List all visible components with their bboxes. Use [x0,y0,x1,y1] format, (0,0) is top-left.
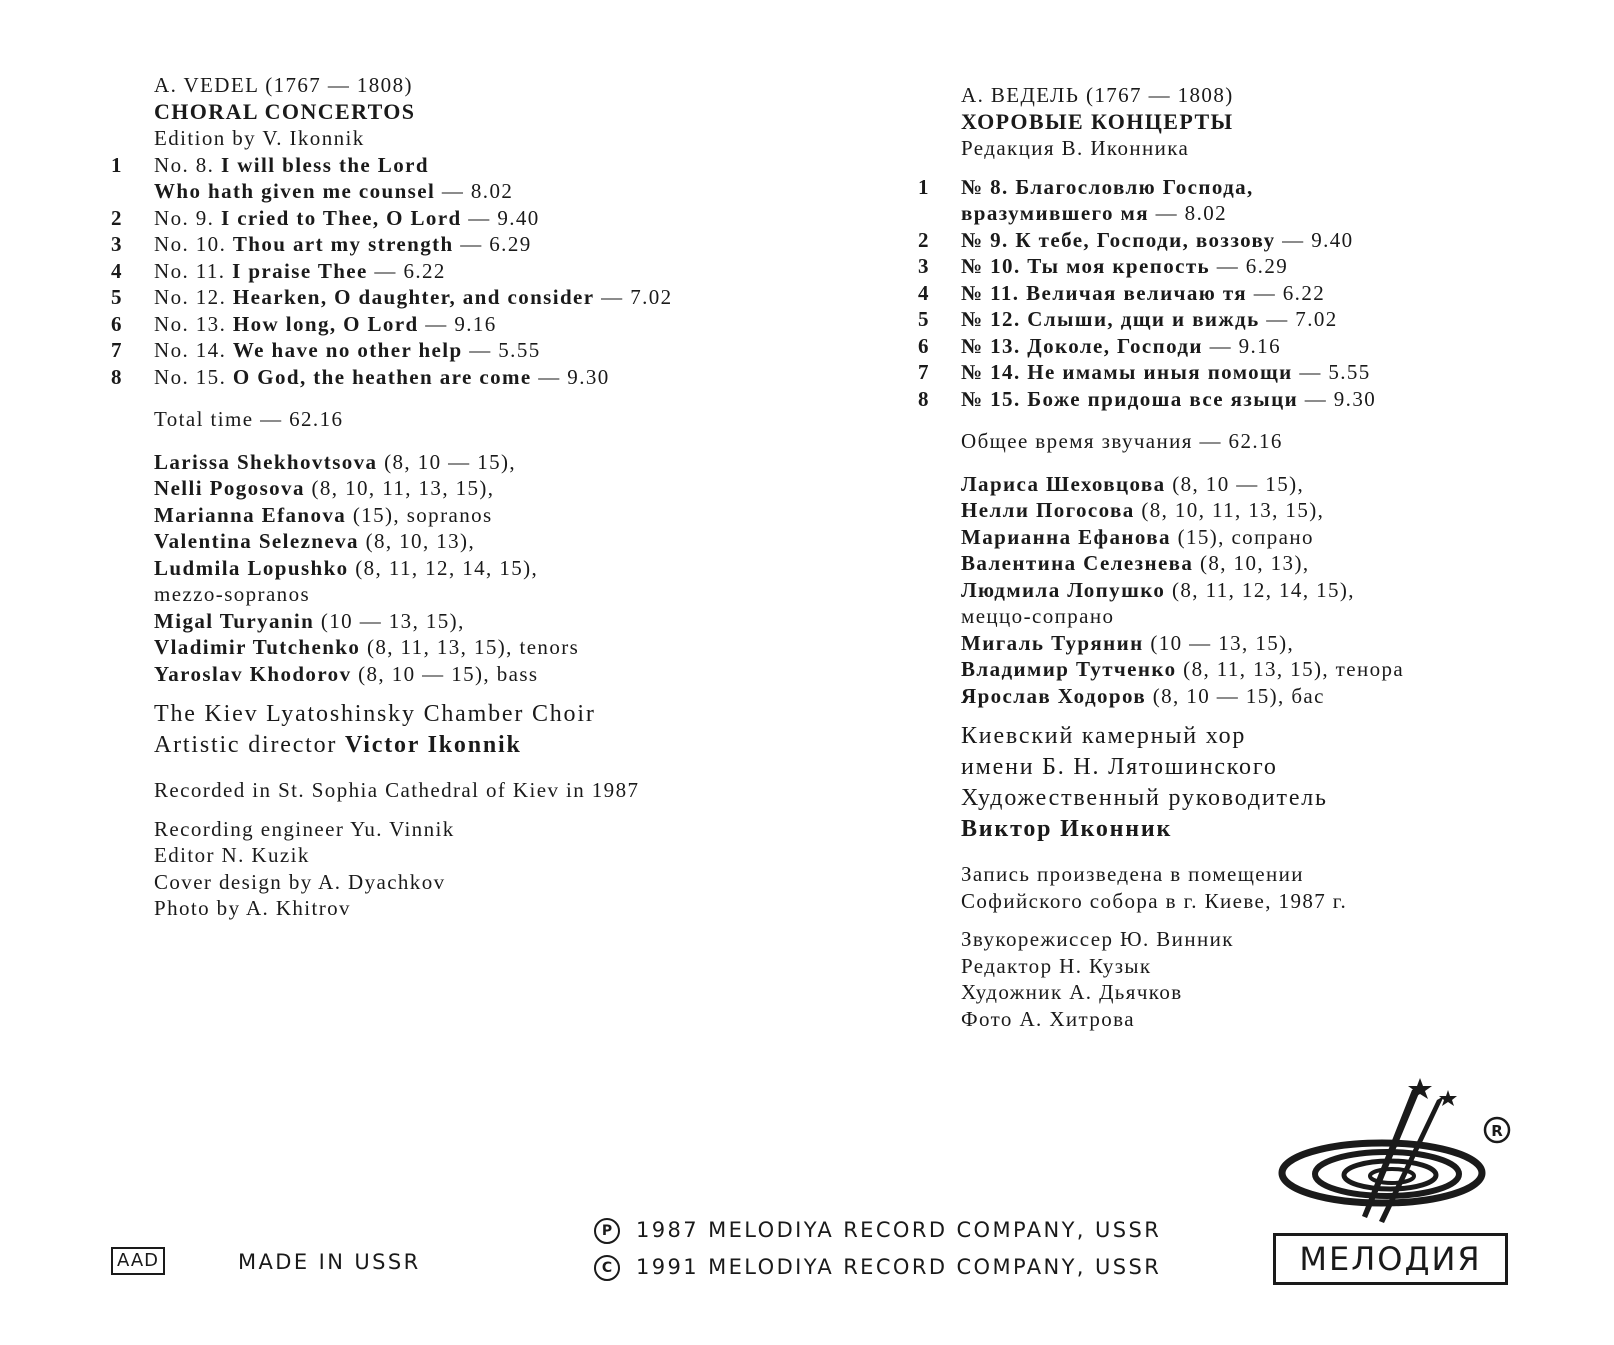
track-4-ru: 4 № 11. Величая величаю тя — 6.22 [918,280,1326,305]
copyright-icon: C [594,1255,620,1281]
performer-line: Marianna Efanova (15), sopranos [154,502,493,527]
track-title: I will bless the Lord [220,152,429,177]
track-2: 2 No. 9. I cried to Thee, O Lord — 9.40 [111,205,540,230]
credit-line-ru: Художник А. Дьячков [961,980,1183,1004]
track-7-ru: 7 № 14. Не имамы иныя помощи — 5.55 [918,360,1371,384]
choir-name-ru: Киевский камерный хор [961,723,1247,749]
track-5-ru: 5 № 12. Слыши, дщи и виждь — 7.02 [918,307,1338,331]
composer-years: (1767 — 1808) [265,73,413,97]
credit-line-ru: Звукорежиссер Ю. Винник [961,927,1234,951]
track-2-ru: 2 № 9. К тебе, Господи, воззову — 9.40 [918,227,1354,252]
track-8: 8 No. 15. O God, the heathen are come — 9.30 [111,364,610,389]
performer-line-ru: Мигаль Турянин (10 — 13, 15), [961,630,1295,655]
performer-line-ru: Лариса Шеховцова (8, 10 — 15), [961,471,1305,496]
performer-line: mezzo-sopranos [154,582,311,606]
copyright-line: C 1991 MELODIYA RECORD COMPANY, USSR [594,1255,1161,1281]
composer-years-ru: (1767 — 1808) [1085,83,1234,107]
total-time-ru: Общее время звучания — 62.16 [961,429,1283,453]
track-8-ru: 8 № 15. Боже придоша все языци — 9.30 [918,386,1377,411]
phonogram-icon: P [594,1218,620,1244]
recorded-line-ru: Софийского собора в г. Киеве, 1987 г. [961,888,1348,913]
record-swirl-icon [1272,1078,1512,1228]
performer-line: Larissa Shekhovtsova (8, 10 — 15), [154,449,517,474]
track-4: 4 No. 11. I praise Thee — 6.22 [111,258,446,283]
performer-line-ru: Марианна Ефанова (15), сопрано [961,524,1314,549]
track-title-continued: Who hath given me counsel [154,179,436,203]
edition-line: Edition by V. Ikonnik [154,126,365,150]
track-time: — 8.02 [441,179,514,203]
album-title: CHORAL CONCERTOS [154,98,416,124]
credit-line: Recording engineer Yu. Vinnik [154,816,455,841]
made-in-ussr: MADE IN USSR [238,1250,421,1274]
performer-line: Vladimir Tutchenko (8, 11, 13, 15), tenors [154,635,580,659]
performer-line: Valentina Selezneva (8, 10, 13), [154,529,476,553]
performer-line: Yaroslav Khodorov (8, 10 — 15), bass [154,661,539,686]
composer-line-ru [918,82,1598,109]
album-title-ru: ХОРОВЫЕ КОНЦЕРТЫ [961,108,1234,134]
credit-line-ru: Редактор Н. Кузык [961,953,1152,978]
director-line: Artistic director Victor Ikonnik [154,732,522,758]
melodiya-wordmark: МЕЛОДИЯ [1273,1233,1508,1285]
director-label-ru: Художественный руководитель [961,785,1328,811]
track-6-ru: 6 № 13. Доколе, Господи — 9.16 [918,333,1281,358]
total-time: Total time — 62.16 [154,407,344,431]
recorded-line: Recorded in St. Sophia Cathedral of Kiev in 1987 [154,778,640,802]
performer-line-ru: Нелли Погосова (8, 10, 11, 13, 15), [961,498,1325,522]
track-number: 1 [111,152,123,177]
track-5: 5 No. 12. Hearken, O daughter, and consider — 7.02 [111,285,673,309]
performer-line-ru: Людмила Лопушко (8, 11, 12, 14, 15), [961,577,1355,602]
composer-name-ru: А. ВЕДЕЛЬ [961,83,1080,107]
credit-line: Photo by A. Khitrov [154,896,351,920]
credit-line-ru: Фото А. Хитрова [961,1006,1135,1031]
aad-badge: AAD [111,1247,165,1275]
english-column [111,72,811,922]
director-name: Victor Ikonnik [345,732,522,758]
track-3: 3 No. 10. Thou art my strength — 6.29 [111,232,532,256]
performer-line-ru: Ярослав Ходоров (8, 10 — 15), бас [961,683,1325,708]
edition-line-ru: Редакция В. Иконника [961,136,1190,160]
performer-line: Migal Turyanin (10 — 13, 15), [154,608,465,633]
svg-text:R: R [1491,1122,1503,1140]
phonogram-line: P 1987 MELODIYA RECORD COMPANY, USSR [594,1218,1161,1244]
track-3-ru: 3 № 10. Ты моя крепость — 6.29 [918,254,1289,278]
director-name-ru: Виктор Иконник [961,816,1173,842]
choir-name-ru: имени Б. Н. Лятошинского [961,754,1278,780]
performer-line-ru: Валентина Селезнева (8, 10, 13), [961,551,1310,575]
composer-name: A. VEDEL [154,73,259,97]
credit-line: Editor N. Kuzik [154,843,310,867]
credit-line: Cover design by A. Dyachkov [154,869,446,894]
performer-line: Nelli Pogosova (8, 10, 11, 13, 15), [154,476,495,500]
choir-name: The Kiev Lyatoshinsky Chamber Choir [154,701,596,727]
performer-line-ru: Владимир Тутченко (8, 11, 13, 15), тенора [961,657,1405,681]
performer-line-ru: меццо-сопрано [961,604,1115,628]
track-1-ru: 1 № 8. Благословлю Господа, [918,174,1254,199]
composer-line [111,72,811,99]
russian-column [918,82,1598,1032]
track-7: 7 No. 14. We have no other help — 5.55 [111,338,541,362]
track-1-continued [111,178,811,205]
track-1: 1 No. 8. I will bless the Lord [111,152,429,177]
track-1-ru-continued: вразумившего мя — 8.02 [961,201,1228,225]
recorded-line-ru: Запись произведена в помещении [961,862,1304,886]
track-6: 6 No. 13. How long, O Lord — 9.16 [111,311,497,336]
performer-line: Ludmila Lopushko (8, 11, 12, 14, 15), [154,555,539,580]
